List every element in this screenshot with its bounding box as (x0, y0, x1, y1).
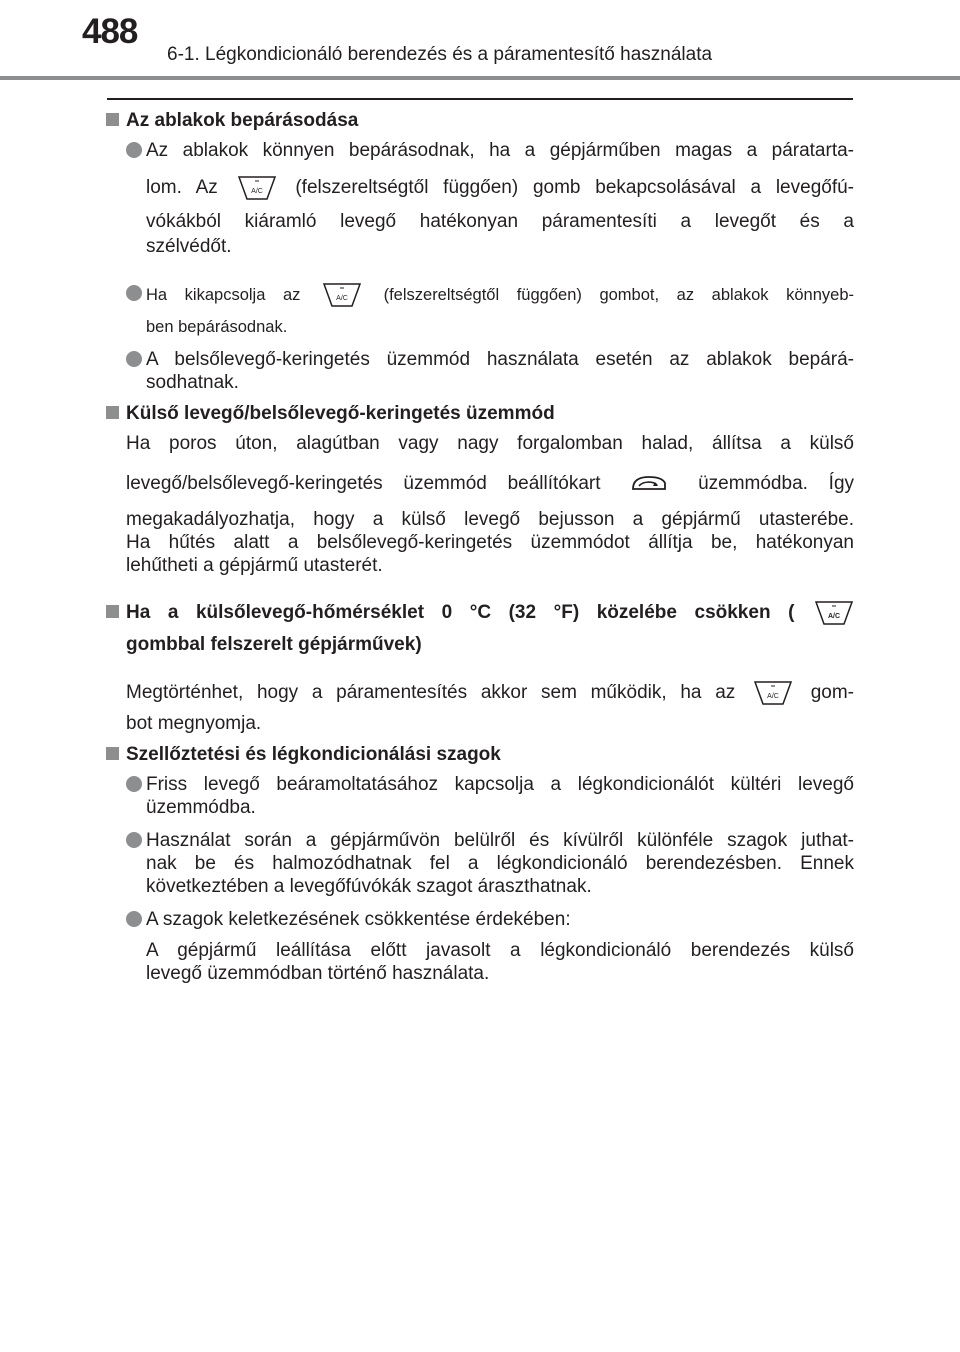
ac-button-icon (322, 282, 362, 308)
square-bullet-icon (106, 406, 119, 419)
round-bullet-icon (126, 776, 142, 792)
svg-text:A/C: A/C (767, 693, 779, 700)
chapter-title: 6-1. Légkondicionáló berendezés és a páramentesítő használata (167, 44, 713, 65)
cold-paragraph: Megtörténhet, hogy a páramentesítés akkor sem működik, ha az A/C gom- bot megnyomja. (126, 682, 855, 734)
svg-text:A/C: A/C (827, 613, 841, 620)
round-bullet-icon (126, 285, 142, 301)
odors-bullet-2: Használat során a gépjárművön belülről és kívülről különféle szagok juthat- nak be és halmozódhatnak fel a légkondicionáló berendezésben. Ennek következtében a levegőfúvókák szagot áraszthatnak. (106, 829, 854, 901)
fogging-bullet-3: A belsőlevegő-keringetés üzemmód használata esetén az ablakok bepárá- sodhatnak. (106, 348, 854, 398)
section-heading-cold: Ha a külsőlevegő-hőmérséklet 0 °C (32 °F) közelébe csökken ( A/C gombbal felszerelt gépjárművek) (106, 600, 854, 660)
square-bullet-icon (106, 605, 119, 618)
odors-bullet-3: A szagok keletkezésének csökkentése érdekében: A gépjármű leállítása előtt javasolt a légkondicionáló berendezés külső levegő üzemmódban történő használata. (106, 908, 854, 988)
page-number: 488 (82, 12, 138, 51)
square-bullet-icon (106, 113, 119, 126)
page-header (0, 0, 960, 80)
round-bullet-icon (126, 142, 142, 158)
section-heading-odors: Szellőztetési és légkondicionálási szagok (106, 743, 854, 766)
ac-button-icon (237, 175, 277, 201)
section-heading-fogging: Az ablakok bepárásodása (106, 109, 854, 132)
header-rule (0, 76, 960, 80)
section-heading-recirc: Külső levegő/belsőlevegő-keringetés üzemmód (106, 402, 854, 425)
fogging-bullet-2: Ha kikapcsolja az A/C (felszereltségtől függően) gombot, az ablakok könnyeb- ben bepárásodnak. (106, 282, 854, 342)
round-bullet-icon (126, 911, 142, 927)
round-bullet-icon (126, 832, 142, 848)
svg-text:A/C: A/C (250, 188, 263, 195)
recirc-paragraph: Ha poros úton, alagútban vagy nagy forgalomban halad, állítsa a külső levegő/belsőlevegő-keringetés üzemmód beállítókart üzemmódba. Így megakadályozhatja, hogy a külső levegő bejusson a gépjármű utasterébe. Ha hűtés alatt a belsőlevegő-keringetés üzemmódot állítja be, hatékonyan lehűtheti a gépjármű utasterét. (126, 433, 855, 576)
section-top-rule (107, 98, 853, 100)
fogging-bullet-1: Az ablakok könnyen bepárásodnak, ha a gépjárműben magas a páratarta- lom. Az A/C (felszereltségtől függően) gomb bekapcsolásával a levegőfú- vókákból kiáramló levegő hatékonyan páramentesíti a levegőt és a szélvédőt. (106, 139, 854, 269)
square-bullet-icon (106, 747, 119, 760)
ac-button-icon (814, 600, 854, 626)
odors-bullet-1: Friss levegő beáramoltatásához kapcsolja a légkondicionálót kültéri levegő üzemmódba. (106, 773, 854, 823)
ac-button-icon (753, 680, 793, 706)
recirculation-mode-icon (627, 473, 671, 495)
round-bullet-icon (126, 351, 142, 367)
svg-text:A/C: A/C (336, 295, 348, 302)
